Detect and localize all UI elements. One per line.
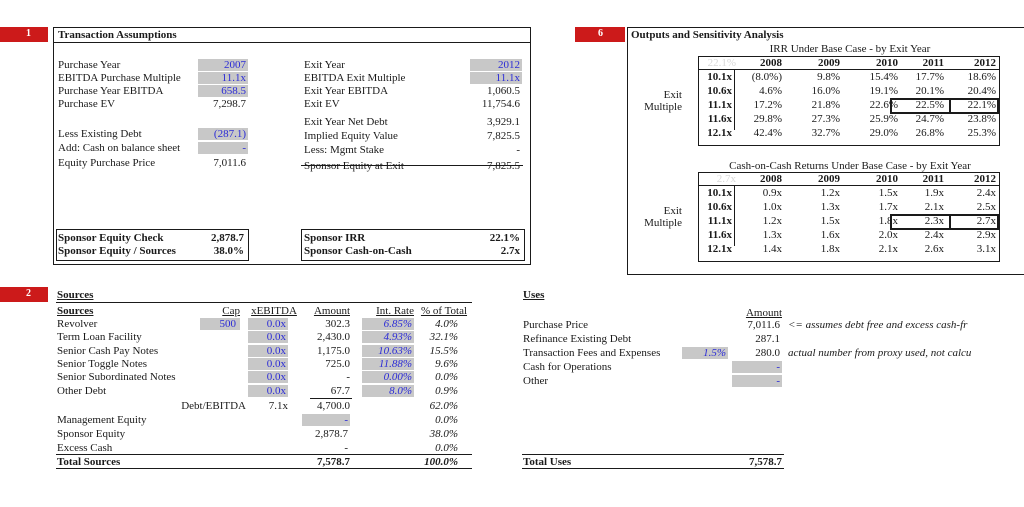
coc-cell: 2.4x bbox=[976, 187, 996, 199]
coc-cell: 1.5x bbox=[878, 187, 898, 199]
exit-input[interactable]: 2012 bbox=[470, 59, 522, 71]
sponsor-equity-share-label: Sponsor Equity / Sources bbox=[58, 245, 176, 257]
source-pct: 4.0% bbox=[435, 318, 458, 330]
assumption-input[interactable]: (287.1) bbox=[198, 128, 248, 140]
coc-year-header: 2008 bbox=[760, 173, 782, 185]
rate-input[interactable]: 10.63% bbox=[362, 345, 414, 357]
coc-multiple-rule bbox=[734, 186, 735, 246]
coc-multiple-label: 12.1x bbox=[707, 243, 732, 255]
total-uses-bottom-rule bbox=[522, 468, 784, 469]
equity-label: Management Equity bbox=[57, 414, 147, 426]
coc-multiple-label: 10.1x bbox=[707, 187, 732, 199]
section-1-divider bbox=[54, 42, 530, 43]
source-label: Revolver bbox=[57, 318, 98, 330]
irr-cell: 24.7% bbox=[915, 113, 944, 125]
assumption-label: Less Existing Debt bbox=[58, 128, 142, 140]
cap-input[interactable]: 500 bbox=[200, 318, 240, 330]
section-2-number: 2 bbox=[26, 288, 31, 299]
source-amount: 1,175.0 bbox=[317, 344, 350, 357]
use-amount: 7,011.6 bbox=[747, 319, 780, 331]
irr-table-title: IRR Under Base Case - by Exit Year bbox=[769, 43, 931, 55]
sponsor-coc-label: Sponsor Cash-on-Cash bbox=[304, 245, 412, 257]
irr-cell: 21.8% bbox=[811, 99, 840, 111]
assumption-label: Equity Purchase Price bbox=[58, 157, 156, 169]
irr-year-header: 2010 bbox=[876, 57, 898, 69]
assumption-label: Purchase Year EBITDA bbox=[58, 85, 164, 97]
source-amount: 67.7 bbox=[330, 384, 350, 397]
source-pct: 0.0% bbox=[435, 371, 458, 384]
irr-multiple-label: Multiple bbox=[644, 101, 682, 113]
coc-cell: 1.2x bbox=[820, 187, 840, 199]
exit-value: 11,754.6 bbox=[481, 98, 520, 110]
assumption-input[interactable]: 658.5 bbox=[198, 85, 248, 97]
use-amount: 280.0 bbox=[755, 347, 780, 359]
sources-heading-rule bbox=[56, 302, 472, 303]
assumption-label: Purchase EV bbox=[58, 98, 116, 110]
use-label: Cash for Operations bbox=[523, 361, 612, 373]
coc-cell: 3.1x bbox=[976, 243, 996, 255]
use-amount: 287.1 bbox=[755, 333, 780, 345]
sponsor-coc-value: 2.7x bbox=[500, 245, 520, 257]
irr-multiple-label: 10.6x bbox=[707, 85, 732, 97]
irr-cell: 18.6% bbox=[967, 71, 996, 83]
irr-cell: 17.2% bbox=[753, 99, 782, 111]
xebitda-input[interactable]: 0.0x bbox=[248, 371, 288, 383]
irr-cell: 42.4% bbox=[753, 127, 782, 139]
assumption-value: 7,011.6 bbox=[213, 157, 246, 169]
xebitda-input[interactable]: 0.0x bbox=[248, 385, 288, 397]
irr-cell: 23.8% bbox=[967, 113, 996, 125]
cap-col-header: Cap bbox=[222, 305, 240, 317]
irr-multiple-rule bbox=[734, 70, 735, 130]
xebitda-col-header: xEBITDA bbox=[251, 305, 297, 317]
equity-label: Excess Cash bbox=[57, 442, 113, 454]
source-pct: 0.9% bbox=[435, 384, 458, 397]
coc-cell: 2.0x bbox=[878, 229, 898, 241]
use-label: Refinance Existing Debt bbox=[523, 333, 632, 345]
equity-pct: 38.0% bbox=[429, 428, 458, 440]
irr-cell: 32.7% bbox=[811, 127, 840, 139]
pct-col-header: % of Total bbox=[420, 305, 468, 317]
irr-year-header: 2012 bbox=[974, 57, 996, 69]
coc-corner-value: 2.7x bbox=[716, 173, 736, 185]
coc-multiple-label: 11.1x bbox=[707, 215, 732, 227]
coc-year-header: 2009 bbox=[818, 173, 840, 185]
irr-cell: 20.4% bbox=[967, 85, 996, 97]
coc-cell: 1.6x bbox=[820, 229, 840, 241]
irr-header-rule bbox=[699, 69, 999, 70]
irr-cell: 9.8% bbox=[817, 71, 840, 83]
section-1-title: Transaction Assumptions bbox=[58, 29, 177, 41]
equity-amount: - bbox=[344, 442, 348, 454]
sponsor-irr-label: Sponsor IRR bbox=[304, 232, 366, 244]
irr-cell: 4.6% bbox=[759, 85, 782, 97]
exit-value: - bbox=[516, 144, 520, 156]
source-pct: 32.1% bbox=[429, 331, 458, 344]
total-sources-label: Total Sources bbox=[57, 456, 121, 468]
section-6-title: Outputs and Sensitivity Analysis bbox=[631, 29, 784, 41]
use-note: actual number from proxy used, not calcu bbox=[788, 347, 972, 359]
debt-total-pct: 62.0% bbox=[429, 400, 458, 412]
source-amount: - bbox=[346, 371, 350, 384]
equity-amount: 2,878.7 bbox=[315, 428, 348, 440]
source-label: Senior Toggle Notes bbox=[57, 357, 148, 370]
irr-cell: 15.4% bbox=[869, 71, 898, 83]
equity-pct: 0.0% bbox=[435, 442, 458, 454]
irr-multiple-label: 10.1x bbox=[707, 71, 732, 83]
coc-multiple-label: 11.6x bbox=[707, 229, 732, 241]
exit-label: Exit Year EBITDA bbox=[304, 85, 389, 97]
coc-cell: 1.7x bbox=[878, 201, 898, 213]
coc-cell: 1.5x bbox=[820, 215, 840, 227]
total-uses-top-rule bbox=[522, 454, 784, 455]
irr-base-case-highlight bbox=[890, 98, 951, 114]
uses-heading: Uses bbox=[523, 289, 545, 301]
irr-cell: 22.6% bbox=[869, 99, 898, 111]
coc-exit-label: Exit bbox=[663, 205, 682, 217]
assumption-input[interactable]: - bbox=[198, 142, 248, 154]
coc-cell: 0.9x bbox=[762, 187, 782, 199]
coc-cell: 2.7x bbox=[976, 215, 996, 227]
amount-col-header: Amount bbox=[313, 305, 350, 317]
debt-total-amount: 4,700.0 bbox=[317, 400, 350, 412]
total-sources-amount: 7,578.7 bbox=[317, 456, 350, 468]
coc-cell: 2.5x bbox=[976, 201, 996, 213]
sources-heading: Sources bbox=[57, 289, 94, 301]
coc-multiple-label: 10.6x bbox=[707, 201, 732, 213]
coc-table-title: Cash-on-Cash Returns Under Base Case - by Exit Year bbox=[729, 160, 971, 172]
sponsor-equity-check-value: 2,878.7 bbox=[211, 232, 244, 244]
total-uses-label: Total Uses bbox=[523, 456, 572, 468]
source-pct: 9.6% bbox=[435, 357, 458, 370]
exit-label: Sponsor Equity at Exit bbox=[304, 160, 404, 172]
coc-year-header: 2011 bbox=[922, 173, 944, 185]
irr-selected-highlight bbox=[949, 98, 999, 114]
exit-value: 7,825.5 bbox=[487, 160, 520, 172]
rate-input[interactable]: 6.85% bbox=[362, 318, 414, 330]
irr-cell: 26.8% bbox=[915, 127, 944, 139]
use-label: Purchase Price bbox=[523, 319, 589, 331]
xebitda-input[interactable]: 0.0x bbox=[248, 345, 288, 357]
use-label: Transaction Fees and Expenses bbox=[523, 347, 661, 359]
irr-multiple-label: 11.1x bbox=[707, 99, 732, 111]
section-1-marker bbox=[0, 27, 48, 42]
sponsor-equity-share-value: 38.0% bbox=[213, 245, 244, 257]
equity-value-underline bbox=[301, 165, 523, 166]
equity-label: Sponsor Equity bbox=[57, 428, 126, 440]
use-amount-input[interactable]: - bbox=[732, 375, 782, 387]
sponsor-equity-check-label: Sponsor Equity Check bbox=[58, 232, 164, 244]
coc-selected-highlight bbox=[949, 214, 999, 230]
coc-cell: 2.3x bbox=[924, 215, 944, 227]
debt-ebitda-label: Debt/EBITDA bbox=[181, 400, 246, 412]
total-sources-pct: 100.0% bbox=[424, 456, 458, 468]
irr-multiple-label: 11.6x bbox=[707, 113, 732, 125]
irr-exit-label: Exit bbox=[663, 89, 682, 101]
source-amount: 2,430.0 bbox=[317, 331, 350, 344]
irr-year-header: 2009 bbox=[818, 57, 840, 69]
mgmt-equity-input[interactable]: - bbox=[302, 414, 350, 426]
assumption-value: 7,298.7 bbox=[213, 98, 246, 110]
irr-cell: 29.0% bbox=[869, 127, 898, 139]
irr-year-header: 2008 bbox=[760, 57, 782, 69]
irr-cell: 25.9% bbox=[869, 113, 898, 125]
source-label: Term Loan Facility bbox=[57, 331, 142, 344]
coc-cell: 1.3x bbox=[820, 201, 840, 213]
use-label: Other bbox=[523, 375, 549, 387]
exit-value: 3,929.1 bbox=[487, 116, 520, 128]
coc-year-header: 2010 bbox=[876, 173, 898, 185]
irr-cell: 29.8% bbox=[753, 113, 782, 125]
coc-cell: 1.4x bbox=[762, 243, 782, 255]
source-amount: 725.0 bbox=[325, 357, 350, 370]
coc-cell: 1.9x bbox=[924, 187, 944, 199]
rate-input[interactable]: 11.88% bbox=[362, 358, 414, 370]
rate-input[interactable]: 8.0% bbox=[362, 385, 414, 397]
source-label: Senior Cash Pay Notes bbox=[57, 344, 159, 357]
total-sources-top-rule bbox=[56, 454, 472, 455]
debt-subtotal-rule bbox=[310, 398, 352, 399]
coc-cell: 2.9x bbox=[976, 229, 996, 241]
assumption-label: Add: Cash on balance sheet bbox=[58, 142, 181, 154]
irr-cell: 19.1% bbox=[869, 85, 898, 97]
fee-rate-input[interactable]: 1.5% bbox=[682, 347, 728, 359]
exit-label: EBITDA Exit Multiple bbox=[304, 72, 406, 84]
coc-cell: 2.1x bbox=[878, 243, 898, 255]
total-sources-bottom-rule bbox=[56, 468, 472, 469]
uses-amount-header: Amount bbox=[745, 307, 782, 319]
use-note: <= assumes debt free and excess cash-fr bbox=[788, 319, 968, 331]
section-1-number: 1 bbox=[26, 28, 31, 39]
coc-base-case-highlight bbox=[890, 214, 951, 230]
assumption-input[interactable]: 2007 bbox=[198, 59, 248, 71]
exit-label: Exit Year Net Debt bbox=[304, 116, 388, 128]
irr-cell: 16.0% bbox=[811, 85, 840, 97]
xebitda-input[interactable]: 0.0x bbox=[248, 318, 288, 330]
sources-col-header: Sources bbox=[57, 305, 94, 317]
irr-year-header: 2011 bbox=[922, 57, 944, 69]
source-pct: 15.5% bbox=[429, 344, 458, 357]
total-uses-amount: 7,578.7 bbox=[749, 456, 782, 468]
exit-value: 1,060.5 bbox=[487, 85, 520, 97]
assumption-label: Purchase Year bbox=[58, 59, 121, 71]
irr-cell: 20.1% bbox=[915, 85, 944, 97]
source-label: Senior Subordinated Notes bbox=[57, 371, 176, 384]
equity-pct: 0.0% bbox=[435, 414, 458, 426]
use-amount-input[interactable]: - bbox=[732, 361, 782, 373]
irr-multiple-label: 12.1x bbox=[707, 127, 732, 139]
source-amount: 302.3 bbox=[325, 318, 350, 330]
exit-input[interactable]: 11.1x bbox=[470, 72, 522, 84]
sponsor-irr-value: 22.1% bbox=[489, 232, 520, 244]
coc-cell: 1.8x bbox=[820, 243, 840, 255]
coc-cell: 2.6x bbox=[924, 243, 944, 255]
irr-cell: 25.3% bbox=[967, 127, 996, 139]
coc-cell: 1.0x bbox=[762, 201, 782, 213]
assumption-input[interactable]: 11.1x bbox=[198, 72, 248, 84]
coc-year-header: 2012 bbox=[974, 173, 996, 185]
exit-value: 7,825.5 bbox=[487, 130, 520, 142]
irr-cell: 27.3% bbox=[811, 113, 840, 125]
rate-input[interactable]: 4.93% bbox=[362, 331, 414, 343]
coc-cell: 2.1x bbox=[924, 201, 944, 213]
xebitda-input[interactable]: 0.0x bbox=[248, 358, 288, 370]
irr-cell: (8.0%) bbox=[751, 71, 782, 83]
irr-corner-value: 22.1% bbox=[707, 57, 736, 69]
rate-col-header: Int. Rate bbox=[376, 305, 414, 317]
coc-cell: 1.3x bbox=[762, 229, 782, 241]
coc-cell: 1.2x bbox=[762, 215, 782, 227]
debt-ebitda-value: 7.1x bbox=[268, 400, 288, 412]
section-6-number: 6 bbox=[598, 28, 603, 39]
section-2-marker bbox=[0, 287, 48, 302]
xebitda-input[interactable]: 0.0x bbox=[248, 331, 288, 343]
source-label: Other Debt bbox=[57, 384, 107, 397]
assumption-label: EBITDA Purchase Multiple bbox=[58, 72, 181, 84]
exit-label: Exit Year bbox=[304, 59, 345, 71]
irr-cell: 22.1% bbox=[967, 99, 996, 111]
exit-label: Less: Mgmt Stake bbox=[304, 144, 385, 156]
exit-label: Exit EV bbox=[304, 98, 340, 110]
coc-cell: 2.4x bbox=[924, 229, 944, 241]
rate-input[interactable]: 0.00% bbox=[362, 371, 414, 383]
coc-header-rule bbox=[699, 185, 999, 186]
coc-cell: 1.8x bbox=[878, 215, 898, 227]
coc-multiple-label: Multiple bbox=[644, 217, 682, 229]
irr-cell: 17.7% bbox=[915, 71, 944, 83]
irr-cell: 22.5% bbox=[915, 99, 944, 111]
exit-label: Implied Equity Value bbox=[304, 130, 398, 142]
